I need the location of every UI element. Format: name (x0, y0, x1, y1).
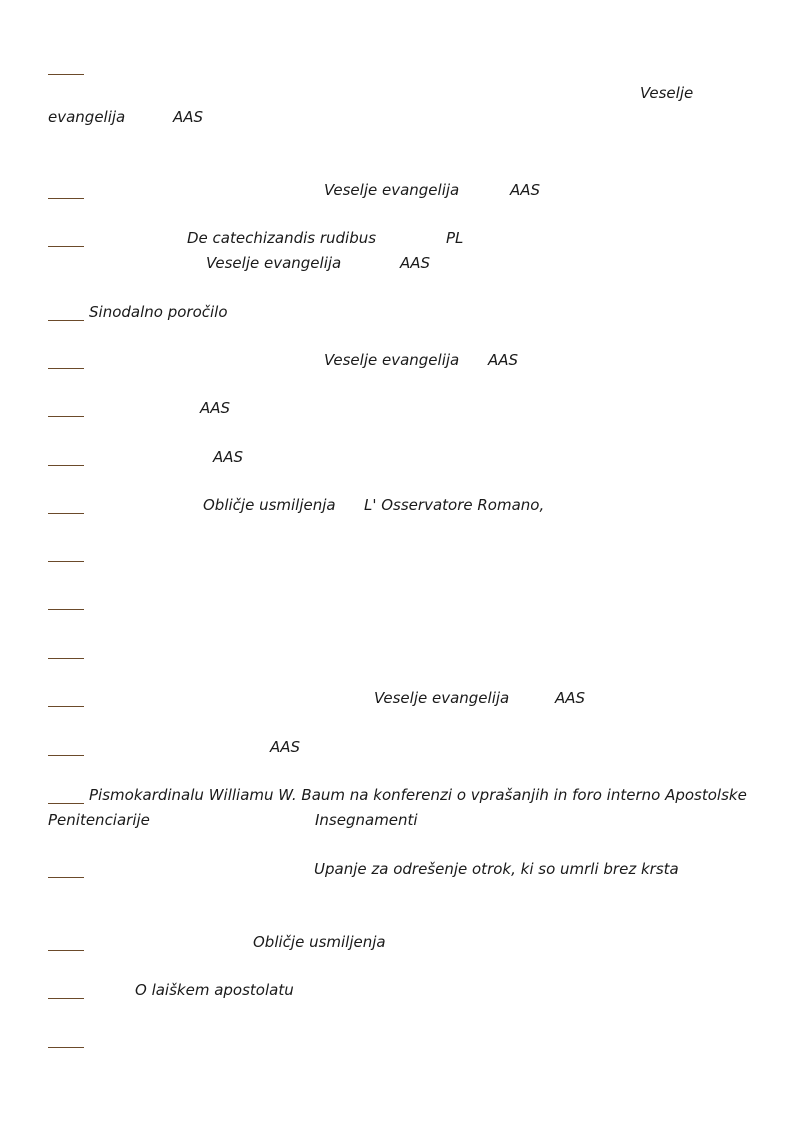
footnote-rule (48, 803, 84, 804)
footnote-fragment: AAS (200, 399, 231, 417)
footnote-rule (48, 368, 84, 369)
footnote-rule (48, 658, 84, 659)
footnote-fragment: O laiškem apostolatu (135, 981, 294, 999)
footnote-fragment: Sinodalno poročilo (89, 303, 228, 321)
footnote-fragment: Veselje evangelija (206, 254, 342, 272)
footnote-rule (48, 609, 84, 610)
footnote-rule (48, 706, 84, 707)
footnote-rule (48, 465, 84, 466)
footnote-fragment: Insegnamenti (315, 811, 418, 829)
footnote-fragment: evangelija (48, 108, 126, 126)
footnote-rule (48, 246, 84, 247)
footnote-fragment: Obličje usmiljenja (203, 496, 336, 514)
footnote-fragment: L' Osservatore Romano, (364, 496, 545, 514)
footnote-fragment: Pismokardinalu Williamu W. Baum na konferenzi o vprašanjih in foro interno Apostolske (89, 786, 747, 804)
footnote-fragment: Veselje evangelija (324, 181, 460, 199)
footnote-fragment: Veselje (640, 84, 694, 102)
footnote-rule (48, 416, 84, 417)
footnote-rule (48, 320, 84, 321)
footnote-fragment: AAS (488, 351, 519, 369)
footnote-fragment: Upanje za odrešenje otrok, ki so umrli brez krsta (314, 860, 679, 878)
footnote-fragment: Penitenciarije (48, 811, 150, 829)
footnote-fragment: AAS (173, 108, 204, 126)
footnote-fragment: De catechizandis rudibus (187, 229, 377, 247)
footnote-rule (48, 198, 84, 199)
footnote-rule (48, 998, 84, 999)
footnote-rule (48, 513, 84, 514)
footnote-rule (48, 74, 84, 75)
footnote-fragment: AAS (270, 738, 301, 756)
footnote-rule (48, 877, 84, 878)
footnote-fragment: AAS (510, 181, 541, 199)
footnote-fragment: Obličje usmiljenja (253, 933, 386, 951)
footnote-fragment: AAS (555, 689, 586, 707)
footnote-fragment: Veselje evangelija (324, 351, 460, 369)
footnote-rule (48, 950, 84, 951)
footnote-fragment: AAS (213, 448, 244, 466)
footnote-rule (48, 561, 84, 562)
footnote-fragment: Veselje evangelija (374, 689, 510, 707)
footnote-fragment: AAS (400, 254, 431, 272)
footnote-rule (48, 1047, 84, 1048)
footnote-fragment: PL (446, 229, 464, 247)
footnote-rule (48, 755, 84, 756)
